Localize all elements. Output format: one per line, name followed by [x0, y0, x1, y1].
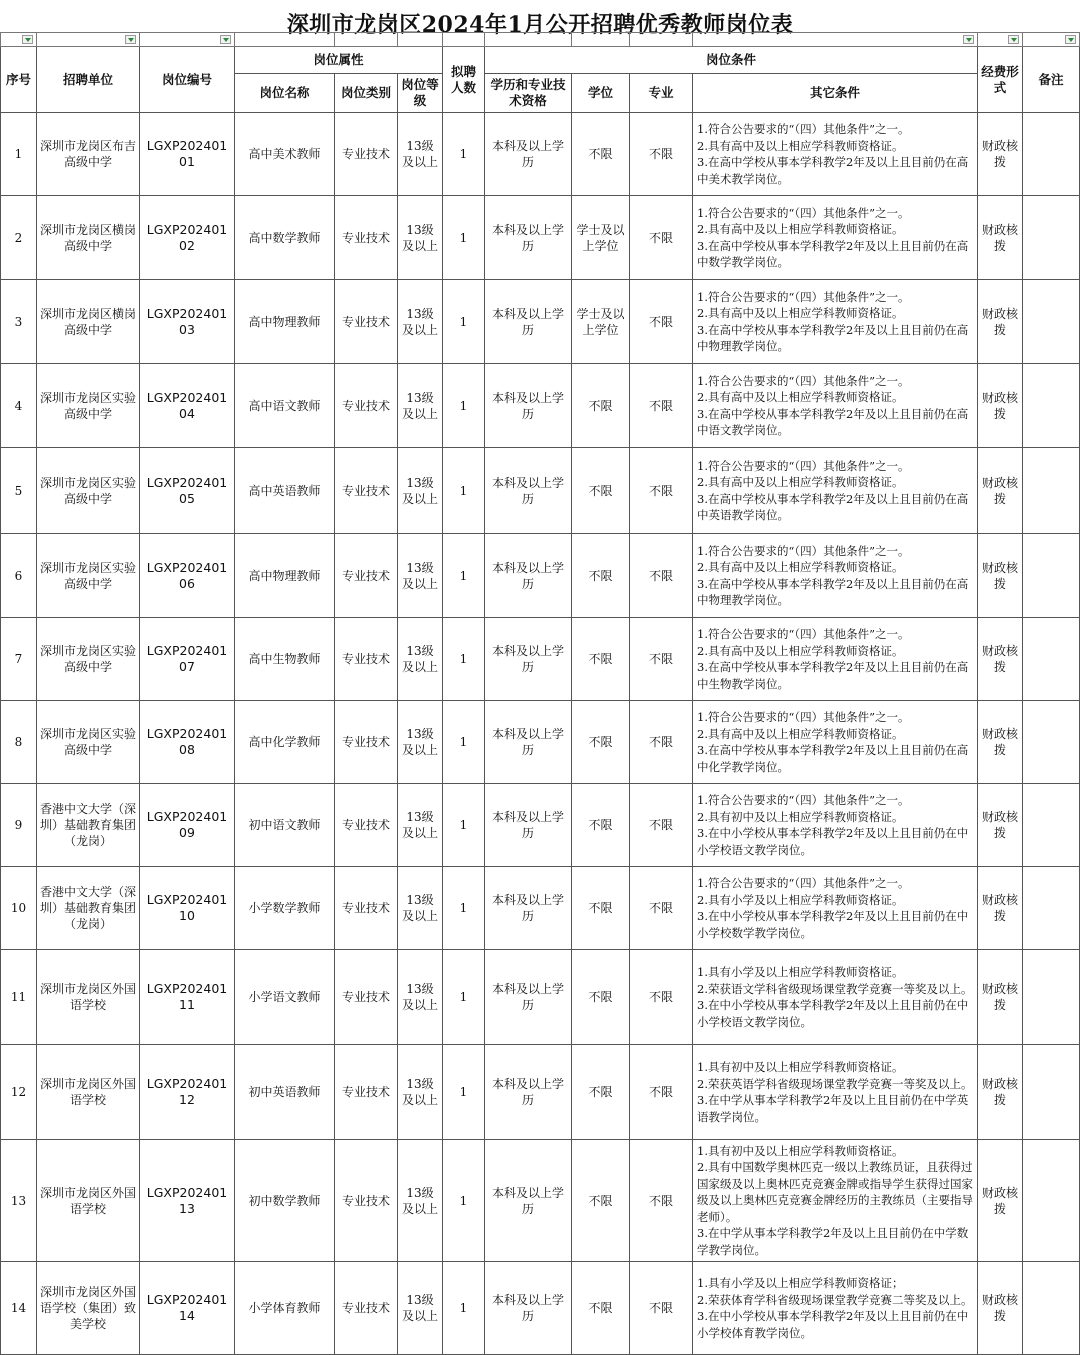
cell-code: LGXP20240110 — [140, 867, 235, 950]
condition-line: 2.具有高中及以上相应学科教师资格证。 — [697, 560, 904, 574]
cell-funding: 财政核拨 — [978, 196, 1023, 280]
cell-major: 不限 — [630, 364, 693, 448]
cell-post-type: 专业技术 — [335, 280, 398, 364]
condition-line: 1.符合公告要求的“（四）其他条件”之一。 — [697, 793, 910, 807]
cell-funding: 财政核拨 — [978, 364, 1023, 448]
cell-post-type: 专业技术 — [335, 867, 398, 950]
cell-remark — [1023, 534, 1080, 618]
cell-post-type: 专业技术 — [335, 618, 398, 701]
filter-dropdown-icon[interactable] — [125, 35, 136, 44]
cell-seq: 8 — [1, 701, 37, 784]
cell-major: 不限 — [630, 448, 693, 534]
cell-post-type: 专业技术 — [335, 1262, 398, 1355]
cell-unit: 香港中文大学（深圳）基础教育集团（龙岗） — [37, 867, 140, 950]
cell-other — [693, 1140, 978, 1262]
cell-education: 本科及以上学历 — [485, 448, 572, 534]
filter-cell — [398, 33, 443, 47]
condition-line: 3.在中小学校从事本学科教学2年及以上且目前仍在中小学校数学教学岗位。 — [697, 909, 969, 940]
cell-funding: 财政核拨 — [978, 1262, 1023, 1355]
header-funding: 经费形式 — [978, 47, 1023, 113]
cell-remark — [1023, 701, 1080, 784]
header-post-name: 岗位名称 — [235, 74, 335, 113]
cell-other — [693, 1262, 978, 1355]
condition-line: 1.符合公告要求的“（四）其他条件”之一。 — [697, 876, 910, 890]
cell-seq: 9 — [1, 784, 37, 867]
cell-code: LGXP20240111 — [140, 950, 235, 1045]
cell-major: 不限 — [630, 784, 693, 867]
cell-unit: 深圳市龙岗区实验高级中学 — [37, 364, 140, 448]
table-body — [1, 113, 1080, 1355]
condition-line: 1.具有小学及以上相应学科教师资格证。 — [697, 965, 904, 979]
cell-count: 1 — [443, 701, 485, 784]
filter-cell[interactable] — [693, 33, 978, 47]
cell-major: 不限 — [630, 1045, 693, 1140]
cell-post-type: 专业技术 — [335, 364, 398, 448]
table-row — [1, 113, 1080, 196]
condition-line: 2.具有初中及以上相应学科教师资格证。 — [697, 809, 904, 824]
cell-post-level: 13级及以上 — [398, 867, 443, 950]
cell-degree: 不限 — [572, 1262, 630, 1355]
table-row — [1, 280, 1080, 364]
cell-education: 本科及以上学历 — [485, 618, 572, 701]
cell-unit: 深圳市龙岗区布吉高级中学 — [37, 113, 140, 196]
condition-line: 2.荣获语文学科省级现场课堂教学竞赛一等奖及以上。 — [697, 981, 973, 996]
cell-education: 本科及以上学历 — [485, 1045, 572, 1140]
cell-post-name: 高中物理教师 — [235, 280, 335, 364]
table-row — [1, 701, 1080, 784]
condition-line: 2.具有高中及以上相应学科教师资格证。 — [697, 726, 904, 741]
cell-count: 1 — [443, 950, 485, 1045]
cell-degree: 不限 — [572, 1140, 630, 1262]
table-row — [1, 1140, 1080, 1262]
cell-funding: 财政核拨 — [978, 1045, 1023, 1140]
cell-remark — [1023, 950, 1080, 1045]
condition-line: 1.符合公告要求的“（四）其他条件”之一。 — [697, 205, 910, 220]
condition-line: 2.具有高中及以上相应学科教师资格证。 — [697, 138, 904, 153]
filter-dropdown-icon[interactable] — [1065, 35, 1076, 44]
cell-unit: 深圳市龙岗区外国语学校（集团）致美学校 — [37, 1262, 140, 1355]
cell-seq: 6 — [1, 534, 37, 618]
cell-post-level: 13级及以上 — [398, 1262, 443, 1355]
filter-dropdown-icon[interactable] — [220, 35, 231, 44]
cell-seq: 10 — [1, 867, 37, 950]
condition-line: 3.在中小学校从事本学科教学2年及以上且目前仍在中小学校语文教学岗位。 — [697, 826, 969, 857]
table-row — [1, 784, 1080, 867]
cell-remark — [1023, 196, 1080, 280]
cell-degree: 学士及以上学位 — [572, 196, 630, 280]
cell-other — [693, 950, 978, 1045]
cell-remark — [1023, 364, 1080, 448]
cell-post-name: 初中数学教师 — [235, 1140, 335, 1262]
cell-other — [693, 701, 978, 784]
condition-line: 1.具有初中及以上相应学科教师资格证。 — [697, 1143, 904, 1158]
cell-code: LGXP20240108 — [140, 701, 235, 784]
table-row — [1, 618, 1080, 701]
cell-unit: 深圳市龙岗区外国语学校 — [37, 1140, 140, 1262]
cell-other — [693, 364, 978, 448]
condition-line: 3.在高中学校从事本学科教学2年及以上且目前仍在高中英语教学岗位。 — [697, 491, 969, 522]
condition-line: 1.符合公告要求的“（四）其他条件”之一。 — [697, 458, 910, 473]
filter-cell — [335, 33, 398, 47]
header-attr-group: 岗位属性 — [235, 47, 443, 74]
filter-dropdown-icon[interactable] — [963, 35, 974, 44]
cell-unit: 深圳市龙岗区外国语学校 — [37, 950, 140, 1045]
condition-line: 3.在中小学校从事本学科教学2年及以上且目前仍在中小学校体育教学岗位。 — [697, 1309, 969, 1340]
condition-line: 2.具有高中及以上相应学科教师资格证。 — [697, 475, 904, 489]
cell-degree: 不限 — [572, 1045, 630, 1140]
condition-line: 1.符合公告要求的“（四）其他条件”之一。 — [697, 289, 910, 304]
condition-line: 1.符合公告要求的“（四）其他条件”之一。 — [697, 373, 910, 388]
cell-remark — [1023, 448, 1080, 534]
cell-funding: 财政核拨 — [978, 113, 1023, 196]
cell-education: 本科及以上学历 — [485, 1140, 572, 1262]
cell-post-name: 高中化学教师 — [235, 701, 335, 784]
cell-remark — [1023, 113, 1080, 196]
cell-post-type: 专业技术 — [335, 701, 398, 784]
condition-line: 3.在高中学校从事本学科教学2年及以上且目前仍在高中数学教学岗位。 — [697, 238, 969, 269]
cell-unit: 深圳市龙岗区横岗高级中学 — [37, 196, 140, 280]
header-major: 专业 — [630, 74, 693, 113]
cell-unit: 深圳市龙岗区实验高级中学 — [37, 618, 140, 701]
cell-post-name: 高中英语教师 — [235, 448, 335, 534]
condition-line: 3.在高中学校从事本学科教学2年及以上且目前仍在高中物理教学岗位。 — [697, 576, 969, 607]
cell-degree: 学士及以上学位 — [572, 280, 630, 364]
condition-line: 3.在高中学校从事本学科教学2年及以上且目前仍在高中化学教学岗位。 — [697, 743, 969, 774]
cell-other — [693, 784, 978, 867]
cell-major: 不限 — [630, 113, 693, 196]
header-seq: 序号 — [1, 47, 37, 113]
cell-post-type: 专业技术 — [335, 1140, 398, 1262]
cell-education: 本科及以上学历 — [485, 867, 572, 950]
cell-remark — [1023, 1262, 1080, 1355]
filter-cell[interactable] — [1023, 33, 1080, 47]
cell-post-level: 13级及以上 — [398, 701, 443, 784]
table-row — [1, 1262, 1080, 1355]
cell-code: LGXP20240106 — [140, 534, 235, 618]
cell-count: 1 — [443, 113, 485, 196]
cell-post-type: 专业技术 — [335, 534, 398, 618]
cell-education: 本科及以上学历 — [485, 196, 572, 280]
filter-dropdown-icon[interactable] — [1008, 35, 1019, 44]
condition-line: 3.在高中学校从事本学科教学2年及以上且目前仍在高中美术教学岗位。 — [697, 155, 969, 186]
cell-code: LGXP20240104 — [140, 364, 235, 448]
cell-count: 1 — [443, 618, 485, 701]
cell-seq: 7 — [1, 618, 37, 701]
cell-other — [693, 618, 978, 701]
cell-funding: 财政核拨 — [978, 950, 1023, 1045]
cell-seq: 1 — [1, 113, 37, 196]
header-unit: 招聘单位 — [37, 47, 140, 113]
condition-line: 1.具有初中及以上相应学科教师资格证。 — [697, 1060, 904, 1074]
cell-post-level: 13级及以上 — [398, 196, 443, 280]
cell-seq: 2 — [1, 196, 37, 280]
cell-code: LGXP20240105 — [140, 448, 235, 534]
cell-other — [693, 280, 978, 364]
table-row — [1, 196, 1080, 280]
header-post-type: 岗位类别 — [335, 74, 398, 113]
cell-count: 1 — [443, 196, 485, 280]
cell-remark — [1023, 280, 1080, 364]
cell-other — [693, 867, 978, 950]
cell-count: 1 — [443, 1140, 485, 1262]
condition-line: 2.具有中国数学奥林匹克一级以上教练员证，且获得过国家级及以上奥林匹克竞赛金牌或指导学生获得过国家级及以上奥林匹克竞赛金牌经历的主教练员（主要指导老师）。 — [697, 1160, 973, 1224]
cell-post-name: 高中数学教师 — [235, 196, 335, 280]
cell-count: 1 — [443, 867, 485, 950]
condition-line: 3.在中学从事本学科教学2年及以上且目前仍在中学数学教学岗位。 — [697, 1226, 969, 1257]
header-cond-group: 岗位条件 — [485, 47, 978, 74]
condition-line: 1.具有小学及以上相应学科教师资格证； — [697, 1276, 904, 1290]
table-row — [1, 950, 1080, 1045]
cell-post-level: 13级及以上 — [398, 280, 443, 364]
cell-degree: 不限 — [572, 784, 630, 867]
cell-remark — [1023, 1140, 1080, 1262]
cell-seq: 4 — [1, 364, 37, 448]
cell-post-level: 13级及以上 — [398, 784, 443, 867]
condition-line: 2.荣获体育学科省级现场课堂教学竞赛二等奖及以上。 — [697, 1292, 973, 1307]
cell-seq: 13 — [1, 1140, 37, 1262]
cell-count: 1 — [443, 1262, 485, 1355]
cell-funding: 财政核拨 — [978, 784, 1023, 867]
condition-line: 3.在中小学校从事本学科教学2年及以上且目前仍在中小学校语文教学岗位。 — [697, 998, 969, 1029]
condition-line: 3.在高中学校从事本学科教学2年及以上且目前仍在高中物理教学岗位。 — [697, 322, 969, 353]
header-count: 拟聘人数 — [443, 47, 485, 113]
cell-other — [693, 448, 978, 534]
cell-seq: 14 — [1, 1262, 37, 1355]
cell-post-name: 高中生物教师 — [235, 618, 335, 701]
cell-major: 不限 — [630, 1262, 693, 1355]
header-row-1 — [1, 47, 1080, 74]
cell-post-name: 高中美术教师 — [235, 113, 335, 196]
cell-post-type: 专业技术 — [335, 448, 398, 534]
cell-post-level: 13级及以上 — [398, 113, 443, 196]
cell-remark — [1023, 784, 1080, 867]
cell-funding: 财政核拨 — [978, 1140, 1023, 1262]
filter-cell[interactable] — [140, 33, 235, 47]
cell-major: 不限 — [630, 950, 693, 1045]
table-row — [1, 534, 1080, 618]
filter-cell — [235, 33, 335, 47]
cell-post-type: 专业技术 — [335, 784, 398, 867]
cell-unit: 深圳市龙岗区横岗高级中学 — [37, 280, 140, 364]
header-degree: 学位 — [572, 74, 630, 113]
table-row — [1, 448, 1080, 534]
header-education: 学历和专业技术资格 — [485, 74, 572, 113]
header-remark: 备注 — [1023, 47, 1080, 113]
cell-degree: 不限 — [572, 364, 630, 448]
cell-post-level: 13级及以上 — [398, 364, 443, 448]
cell-seq: 5 — [1, 448, 37, 534]
cell-seq: 12 — [1, 1045, 37, 1140]
cell-post-level: 13级及以上 — [398, 1045, 443, 1140]
cell-code: LGXP20240113 — [140, 1140, 235, 1262]
filter-cell[interactable] — [1, 33, 37, 47]
cell-count: 1 — [443, 1045, 485, 1140]
cell-education: 本科及以上学历 — [485, 784, 572, 867]
filter-cell — [572, 33, 630, 47]
header-other: 其它条件 — [693, 74, 978, 113]
table-row — [1, 867, 1080, 950]
cell-major: 不限 — [630, 196, 693, 280]
cell-education: 本科及以上学历 — [485, 950, 572, 1045]
cell-degree: 不限 — [572, 448, 630, 534]
condition-line: 1.符合公告要求的“（四）其他条件”之一。 — [697, 710, 910, 724]
cell-degree: 不限 — [572, 618, 630, 701]
cell-degree: 不限 — [572, 867, 630, 950]
cell-funding: 财政核拨 — [978, 534, 1023, 618]
cell-major: 不限 — [630, 618, 693, 701]
cell-major: 不限 — [630, 867, 693, 950]
cell-count: 1 — [443, 784, 485, 867]
header-code: 岗位编号 — [140, 47, 235, 113]
cell-education: 本科及以上学历 — [485, 701, 572, 784]
cell-unit: 深圳市龙岗区实验高级中学 — [37, 701, 140, 784]
cell-count: 1 — [443, 534, 485, 618]
cell-code: LGXP20240101 — [140, 113, 235, 196]
condition-line: 2.具有高中及以上相应学科教师资格证。 — [697, 222, 904, 236]
cell-post-type: 专业技术 — [335, 196, 398, 280]
cell-count: 1 — [443, 448, 485, 534]
cell-post-name: 高中语文教师 — [235, 364, 335, 448]
cell-seq: 11 — [1, 950, 37, 1045]
cell-funding: 财政核拨 — [978, 280, 1023, 364]
cell-unit: 深圳市龙岗区外国语学校 — [37, 1045, 140, 1140]
cell-post-name: 初中语文教师 — [235, 784, 335, 867]
cell-remark — [1023, 618, 1080, 701]
cell-education: 本科及以上学历 — [485, 534, 572, 618]
cell-funding: 财政核拨 — [978, 867, 1023, 950]
condition-line: 1.符合公告要求的“（四）其他条件”之一。 — [697, 627, 910, 641]
cell-degree: 不限 — [572, 950, 630, 1045]
filter-cell — [630, 33, 693, 47]
cell-other — [693, 196, 978, 280]
cell-post-name: 初中英语教师 — [235, 1045, 335, 1140]
cell-code: LGXP20240114 — [140, 1262, 235, 1355]
cell-unit: 深圳市龙岗区实验高级中学 — [37, 534, 140, 618]
cell-degree: 不限 — [572, 534, 630, 618]
cell-post-name: 小学体育教师 — [235, 1262, 335, 1355]
condition-line: 2.具有小学及以上相应学科教师资格证。 — [697, 892, 904, 907]
filter-cell — [485, 33, 572, 47]
cell-education: 本科及以上学历 — [485, 280, 572, 364]
cell-code: LGXP20240102 — [140, 196, 235, 280]
header-post-level: 岗位等级 — [398, 74, 443, 113]
cell-education: 本科及以上学历 — [485, 1262, 572, 1355]
condition-line: 1.符合公告要求的“（四）其他条件”之一。 — [697, 122, 910, 136]
cell-education: 本科及以上学历 — [485, 364, 572, 448]
cell-post-name: 小学数学教师 — [235, 867, 335, 950]
cell-degree: 不限 — [572, 701, 630, 784]
table-row — [1, 1045, 1080, 1140]
cell-code: LGXP20240112 — [140, 1045, 235, 1140]
filter-dropdown-icon[interactable] — [22, 35, 33, 44]
filter-cell[interactable] — [37, 33, 140, 47]
cell-post-level: 13级及以上 — [398, 618, 443, 701]
cell-count: 1 — [443, 364, 485, 448]
cell-funding: 财政核拨 — [978, 701, 1023, 784]
cell-degree: 不限 — [572, 113, 630, 196]
cell-post-type: 专业技术 — [335, 113, 398, 196]
cell-major: 不限 — [630, 701, 693, 784]
cell-other — [693, 534, 978, 618]
cell-post-name: 小学语文教师 — [235, 950, 335, 1045]
condition-line: 1.符合公告要求的“（四）其他条件”之一。 — [697, 543, 910, 558]
cell-count: 1 — [443, 280, 485, 364]
cell-funding: 财政核拨 — [978, 618, 1023, 701]
cell-code: LGXP20240103 — [140, 280, 235, 364]
filter-cell — [443, 33, 485, 47]
cell-education: 本科及以上学历 — [485, 113, 572, 196]
cell-major: 不限 — [630, 534, 693, 618]
cell-post-name: 高中物理教师 — [235, 534, 335, 618]
condition-line: 2.具有高中及以上相应学科教师资格证。 — [697, 643, 904, 658]
cell-post-type: 专业技术 — [335, 950, 398, 1045]
cell-funding: 财政核拨 — [978, 448, 1023, 534]
cell-post-level: 13级及以上 — [398, 448, 443, 534]
condition-line: 3.在高中学校从事本学科教学2年及以上且目前仍在高中生物教学岗位。 — [697, 660, 969, 691]
cell-major: 不限 — [630, 1140, 693, 1262]
cell-remark — [1023, 867, 1080, 950]
recruitment-table — [0, 32, 1080, 1355]
condition-line: 2.具有高中及以上相应学科教师资格证。 — [697, 390, 904, 404]
filter-row — [1, 33, 1080, 47]
cell-other — [693, 113, 978, 196]
cell-unit: 深圳市龙岗区实验高级中学 — [37, 448, 140, 534]
cell-code: LGXP20240107 — [140, 618, 235, 701]
filter-cell[interactable] — [978, 33, 1023, 47]
cell-code: LGXP20240109 — [140, 784, 235, 867]
cell-seq: 3 — [1, 280, 37, 364]
cell-post-level: 13级及以上 — [398, 534, 443, 618]
cell-major: 不限 — [630, 280, 693, 364]
condition-line: 3.在高中学校从事本学科教学2年及以上且目前仍在高中语文教学岗位。 — [697, 406, 969, 437]
cell-post-level: 13级及以上 — [398, 950, 443, 1045]
condition-line: 2.具有高中及以上相应学科教师资格证。 — [697, 306, 904, 320]
cell-post-type: 专业技术 — [335, 1045, 398, 1140]
page-title: 深圳市龙岗区2024年1月公开招聘优秀教师岗位表 — [286, 12, 794, 38]
condition-line: 3.在中学从事本学科教学2年及以上且目前仍在中学英语教学岗位。 — [697, 1093, 969, 1124]
table-row — [1, 364, 1080, 448]
cell-post-level: 13级及以上 — [398, 1140, 443, 1262]
cell-unit: 香港中文大学（深圳）基础教育集团（龙岗） — [37, 784, 140, 867]
cell-other — [693, 1045, 978, 1140]
cell-remark — [1023, 1045, 1080, 1140]
condition-line: 2.荣获英语学科省级现场课堂教学竞赛一等奖及以上。 — [697, 1076, 973, 1091]
